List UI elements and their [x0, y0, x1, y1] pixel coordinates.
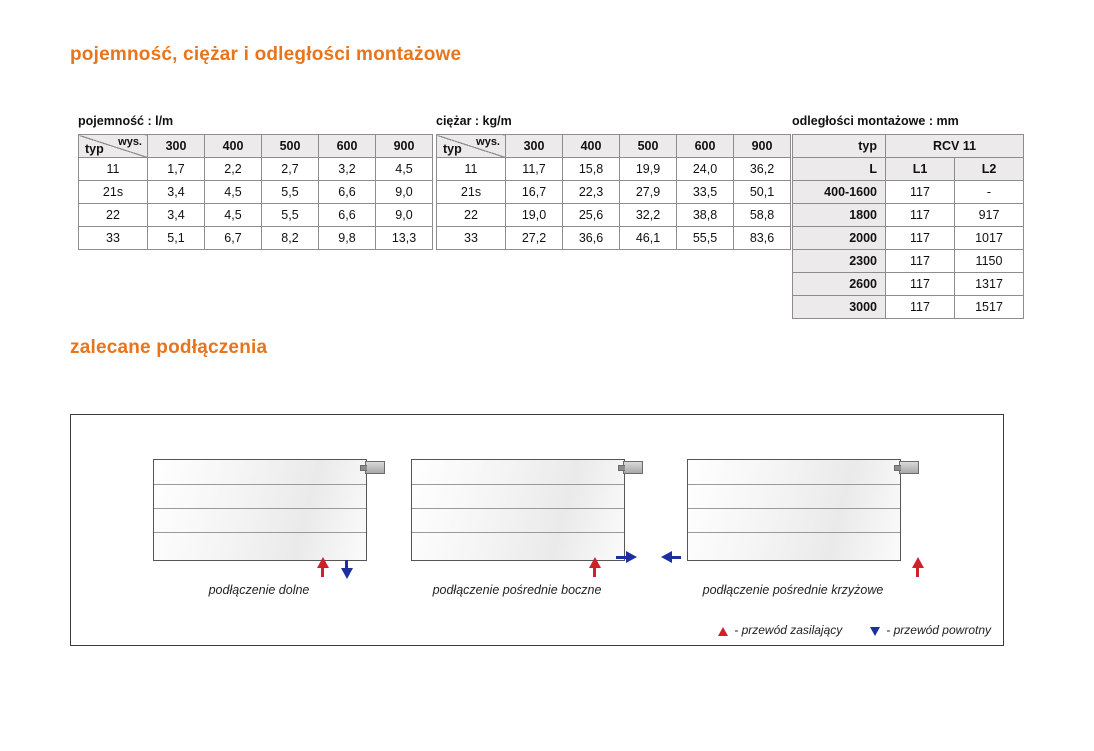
table-cell: 117	[886, 273, 955, 296]
row-header: 21s	[437, 181, 506, 204]
table-cell: 36,6	[563, 227, 620, 250]
table-cell: 6,6	[319, 181, 376, 204]
table-cell: 1150	[955, 250, 1024, 273]
table-cell: 22,3	[563, 181, 620, 204]
row-header: 11	[437, 158, 506, 181]
diagram-caption-bottom: podłączenie dolne	[208, 583, 310, 597]
supply-arrow-icon	[589, 557, 601, 568]
table-cell: 27,9	[620, 181, 677, 204]
return-line-stem	[671, 556, 681, 559]
radiator-groove	[154, 508, 366, 509]
table-row	[79, 158, 433, 181]
diagram-caption-side: podłączenie pośrednie boczne	[432, 583, 602, 597]
table-cell: 2,2	[205, 158, 262, 181]
table-cell: 36,2	[734, 158, 791, 181]
table-cell: 19,9	[620, 158, 677, 181]
column-header: 500	[620, 135, 677, 158]
table-cell: 117	[886, 227, 955, 250]
row-header: 3000	[793, 296, 886, 319]
table-cell: 1017	[955, 227, 1024, 250]
column-header-l2: L2	[955, 158, 1024, 181]
radiator-diagram-bottom	[153, 459, 367, 561]
return-line-stem	[616, 556, 626, 559]
capacity-table-block	[78, 114, 433, 250]
supply-line-stem	[916, 568, 919, 577]
weight-table	[436, 134, 791, 250]
capacity-table	[78, 134, 433, 250]
mounting-table-caption: odległości montażowe : mm	[792, 114, 959, 128]
table-cell: 24,0	[677, 158, 734, 181]
table-cell: -	[955, 181, 1024, 204]
weight-table-caption: ciężar : kg/m	[436, 114, 512, 128]
table-cell: 32,2	[620, 204, 677, 227]
corner-bottom-label: typ	[85, 142, 104, 156]
radiator-groove	[154, 484, 366, 485]
radiator-diagram-side	[411, 459, 625, 561]
column-header: 900	[376, 135, 433, 158]
table-cell: 27,2	[506, 227, 563, 250]
table-cell: 6,7	[205, 227, 262, 250]
table-cell: 58,8	[734, 204, 791, 227]
table-row	[793, 296, 1024, 319]
type-value: RCV 11	[886, 135, 1024, 158]
table-cell: 1517	[955, 296, 1024, 319]
corner-top-label: wys.	[476, 136, 500, 148]
supply-line-stem	[593, 568, 596, 577]
table-cell: 55,5	[677, 227, 734, 250]
table-cell: 33,5	[677, 181, 734, 204]
radiator-groove	[412, 532, 624, 533]
table-row	[437, 181, 791, 204]
return-arrow-icon	[626, 551, 637, 563]
return-arrow-icon	[870, 627, 880, 636]
table-cell: 8,2	[262, 227, 319, 250]
table-cell: 4,5	[205, 204, 262, 227]
row-header: 22	[79, 204, 148, 227]
table-cell: 3,4	[148, 204, 205, 227]
type-label: typ	[793, 135, 886, 158]
radiator-groove	[412, 508, 624, 509]
table-subheader-row	[793, 158, 1024, 181]
table-cell: 9,8	[319, 227, 376, 250]
l-label: L	[793, 158, 886, 181]
column-header: 600	[319, 135, 376, 158]
table-cell: 2,7	[262, 158, 319, 181]
radiator-groove	[688, 532, 900, 533]
legend	[718, 623, 991, 637]
radiator-groove	[688, 508, 900, 509]
table-row	[437, 158, 791, 181]
row-header: 33	[79, 227, 148, 250]
table-cell: 6,6	[319, 204, 376, 227]
table-cell: 9,0	[376, 181, 433, 204]
table-header-row	[79, 135, 433, 158]
table-cell: 5,1	[148, 227, 205, 250]
table-cell: 19,0	[506, 204, 563, 227]
radiator-diagram-cross	[687, 459, 901, 561]
row-header: 33	[437, 227, 506, 250]
table-cell: 5,5	[262, 204, 319, 227]
supply-arrow-icon	[912, 557, 924, 568]
valve-icon	[365, 461, 385, 474]
table-cell: 117	[886, 296, 955, 319]
table-cell: 1317	[955, 273, 1024, 296]
table-cell: 50,1	[734, 181, 791, 204]
supply-arrow-icon	[317, 557, 329, 568]
table-header-row	[437, 135, 791, 158]
supply-arrow-icon	[718, 627, 728, 636]
diagram-caption-cross: podłączenie pośrednie krzyżowe	[702, 583, 884, 597]
valve-nub	[360, 465, 367, 471]
table-cell: 917	[955, 204, 1024, 227]
table-cell: 117	[886, 204, 955, 227]
radiator-groove	[688, 484, 900, 485]
row-header: 21s	[79, 181, 148, 204]
table-cell: 4,5	[205, 181, 262, 204]
table-row	[79, 227, 433, 250]
mounting-table-block	[792, 114, 1024, 319]
table-cell: 9,0	[376, 204, 433, 227]
table-cell: 4,5	[376, 158, 433, 181]
table-cell: 13,3	[376, 227, 433, 250]
connections-panel	[70, 414, 1004, 646]
column-header-l1: L1	[886, 158, 955, 181]
table-cell: 25,6	[563, 204, 620, 227]
column-header: 400	[205, 135, 262, 158]
legend-supply-label: - przewód zasilający	[734, 623, 843, 637]
column-header: 900	[734, 135, 791, 158]
weight-table-block	[436, 114, 791, 250]
column-header: 300	[148, 135, 205, 158]
table-cell: 1,7	[148, 158, 205, 181]
table-cell: 83,6	[734, 227, 791, 250]
valve-icon	[899, 461, 919, 474]
return-arrow-icon	[341, 568, 353, 579]
supply-line-stem	[321, 568, 324, 577]
row-header: 2000	[793, 227, 886, 250]
table-cell: 38,8	[677, 204, 734, 227]
table-cell: 117	[886, 181, 955, 204]
radiator-groove	[154, 532, 366, 533]
table-row	[793, 273, 1024, 296]
table-row	[79, 204, 433, 227]
row-header: 1800	[793, 204, 886, 227]
row-header: 400-1600	[793, 181, 886, 204]
valve-icon	[623, 461, 643, 474]
page-title-capacity: pojemność, ciężar i odległości montażowe	[70, 44, 462, 65]
mounting-table	[792, 134, 1024, 319]
corner-cell	[437, 135, 506, 158]
valve-nub	[894, 465, 901, 471]
table-cell: 3,2	[319, 158, 376, 181]
table-header-row	[793, 135, 1024, 158]
legend-return-label: - przewód powrotny	[886, 623, 991, 637]
return-arrow-icon	[661, 551, 672, 563]
column-header: 500	[262, 135, 319, 158]
table-cell: 16,7	[506, 181, 563, 204]
corner-bottom-label: typ	[443, 142, 462, 156]
valve-nub	[618, 465, 625, 471]
radiator-groove	[412, 484, 624, 485]
row-header: 2300	[793, 250, 886, 273]
row-header: 22	[437, 204, 506, 227]
table-cell: 15,8	[563, 158, 620, 181]
table-cell: 5,5	[262, 181, 319, 204]
table-cell: 11,7	[506, 158, 563, 181]
corner-top-label: wys.	[118, 136, 142, 148]
row-header: 11	[79, 158, 148, 181]
page-title-connections: zalecane podłączenia	[70, 337, 268, 358]
column-header: 400	[563, 135, 620, 158]
table-row	[437, 227, 791, 250]
capacity-table-caption: pojemność : l/m	[78, 114, 174, 128]
table-row	[79, 181, 433, 204]
table-cell: 117	[886, 250, 955, 273]
table-row	[793, 204, 1024, 227]
corner-cell	[79, 135, 148, 158]
table-row	[793, 250, 1024, 273]
row-header: 2600	[793, 273, 886, 296]
table-row	[793, 181, 1024, 204]
table-row	[437, 204, 791, 227]
table-cell: 3,4	[148, 181, 205, 204]
table-row	[793, 227, 1024, 250]
column-header: 300	[506, 135, 563, 158]
table-cell: 46,1	[620, 227, 677, 250]
column-header: 600	[677, 135, 734, 158]
